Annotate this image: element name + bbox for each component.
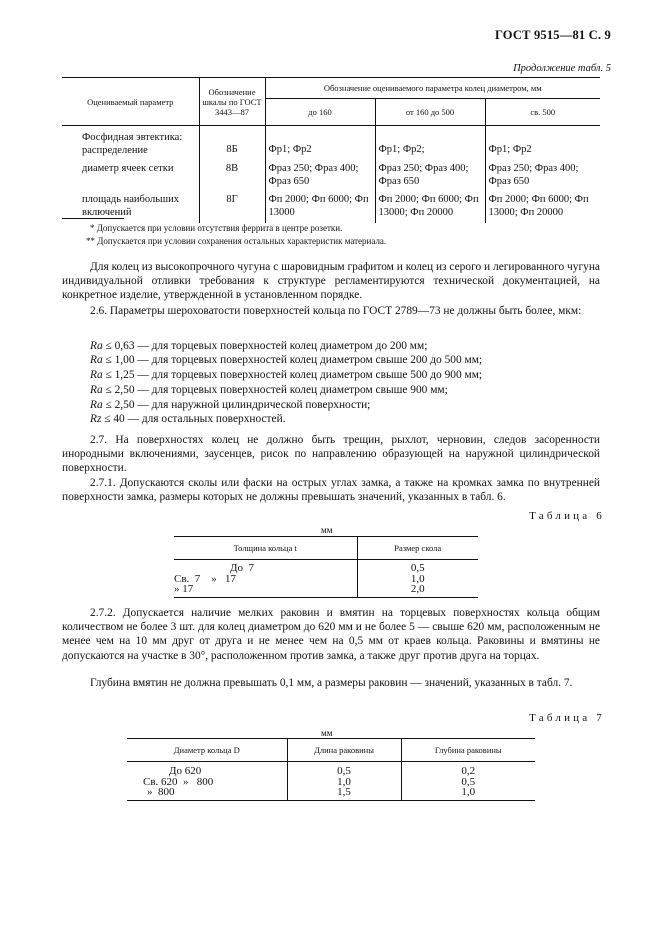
roughness-line [90,413,628,425]
table-5 [62,77,600,223]
col-header-sub1: до 160 [265,99,375,126]
cell-c2: Фп 2000; Фп 6000; Фп 13000; Фп 20000 [375,188,485,223]
cell-shell-length: 0,5 [287,762,401,777]
roughness-symbol: Rz [90,413,102,425]
roughness-line [90,354,628,366]
table-continuation-label: Продолжение табл. 5 [513,63,611,74]
col-header-diameter: Диаметр кольца D [127,739,287,762]
cell-thickness: До 7 [230,562,255,574]
roughness-line [90,340,628,352]
footnote-2: ** Допускается при условии сохранения остальных характеристик материала. [86,236,387,246]
cell-thickness: » 17 [174,584,357,597]
table-7-unit: мм [321,728,333,738]
table-row [174,560,478,574]
col-header-sub2: от 160 до 500 [375,99,485,126]
cell-shell-depth: 1,0 [401,787,535,800]
col-header-sub3: св. 500 [485,99,600,126]
cell-param: Фосфидная эвтектика: распределение [82,132,183,156]
table-6-unit: мм [321,525,333,535]
cell-c2: Фр1; Фр2; [375,126,485,158]
cell-shell-depth: 0,5 [401,777,535,788]
roughness-text: ≤ 2,50 — для наружной цилиндрической поверхности; [102,399,371,411]
cell-scale: 8Б [199,126,265,158]
roughness-text: ≤ 40 — для остальных поверхностей. [101,413,286,425]
roughness-line [90,384,628,396]
table-row [174,574,478,585]
col-header-scale: Обозначение шкалы по ГОСТ 3443—87 [199,78,265,126]
roughness-symbol: Ra [90,399,103,411]
cell-c1: Фраз 250; Фраз 400; Фраз 650 [265,157,375,188]
roughness-line [90,369,628,381]
paragraph-2-7-1: 2.7.1. Допускаются сколы или фаски на острых углах замка, а также на кромках замка по внутренней поверхности замка, размеры которых не должны превышать значений, указанных в табл. 6. [62,477,600,504]
paragraph-2-7: 2.7. На поверхностях колец не должно быть трещин, рыхлот, черновин, следов засоренности инородными включениями, заусенцев, рисок по направлению образующей на наружной цилиндрической поверхности. [62,434,600,475]
table-row [62,188,600,223]
table-row [127,787,535,800]
cell-param: диаметр ячеек сетки [82,163,174,174]
cell-c3: Фп 2000; Фп 6000; Фп 13000; Фп 20000 [485,188,600,223]
cell-shell-length: 1,5 [287,787,401,800]
col-header-group: Обозначение оцениваемого параметра колец диаметром, мм [265,78,600,99]
roughness-symbol: Ra [90,384,103,396]
cell-thickness: Св. 7 » 17 [174,572,237,585]
cell-chip-size: 0,5 [357,560,478,574]
cell-diameter: » 800 [127,787,287,800]
roughness-line [90,399,628,411]
roughness-symbol: Ra [90,369,103,381]
table-row [62,157,600,188]
cell-param: площадь наибольших включений [82,194,179,218]
table-6 [174,536,478,598]
cell-c2: Фраз 250; Фраз 400; Фраз 650 [375,157,485,188]
paragraph-cast-iron: Для колец из высокопрочного чугуна с шаровидным графитом и колец из серого и легированного чугуна индивидуальной отливки требования к структуре регламентируются технической документацией, на конкретное изделие, утвержденной в установленном порядке. [62,261,600,302]
paragraph-2-7-2: 2.7.2. Допускается наличие мелких раковин и вмятин на торцевых поверхностях кольца общим количеством не более 3 шт. для колец диаметром до 620 мм и не более 5 — свыше 620 мм, расположенным не менее чем на 10 мм друг от друга и не менее чем на 0,5 мм от краев кольца. Раковины и вмятины не допускаются на участке в 30°, расположенном против замка, а также друг против друга на торцах. [62,607,600,662]
roughness-text: ≤ 1,00 — для торцевых поверхностей колец диаметром свыше 200 до 500 мм; [102,354,483,366]
cell-diameter: Св. 620 » 800 [143,775,214,788]
cell-c1: Фр1; Фр2 [265,126,375,158]
roughness-symbol: Ra [90,354,103,366]
cell-scale: 8В [199,157,265,188]
footnote-divider [62,218,124,219]
table-7 [127,738,535,801]
table-row [62,126,600,158]
paragraph-2-6: 2.6. Параметры шероховатости поверхностей кольца по ГОСТ 2789—73 не должны быть более, мкм: [90,305,582,317]
table-6-caption: Таблица 6 [529,510,605,522]
paragraph-depth: Глубина вмятин не должна превышать 0,1 мм, а размеры раковин — значений, указанных в табл. 7. [90,677,573,689]
col-header-shell-length: Длина раковины [287,739,401,762]
roughness-text: ≤ 1,25 — для торцевых поверхностей колец диаметром свыше 500 до 900 мм; [102,369,483,381]
cell-c3: Фр1; Фр2 [485,126,600,158]
table-row [127,762,535,777]
roughness-text: ≤ 0,63 — для торцевых поверхностей колец диаметром до 200 мм; [102,340,428,352]
cell-shell-length: 1,0 [287,777,401,788]
table-row [174,584,478,597]
cell-c3: Фраз 250; Фраз 400; Фраз 650 [485,157,600,188]
table-7-caption: Таблица 7 [529,712,605,724]
cell-chip-size: 1,0 [357,574,478,585]
cell-scale: 8Г [199,188,265,223]
roughness-text: ≤ 2,50 — для торцевых поверхностей колец диаметром свыше 900 мм; [102,384,448,396]
cell-shell-depth: 0,2 [401,762,535,777]
col-header-chip-size: Размер скола [357,537,478,560]
col-header-thickness: Толщина кольца t [174,537,357,560]
col-header-param: Оцениваемый параметр [62,78,199,126]
col-header-shell-depth: Глубина раковины [401,739,535,762]
cell-diameter: До 620 [169,765,202,777]
cell-c1: Фп 2000; Фп 6000; Фп 13000 [265,188,375,223]
footnote-1: * Допускается при условии отсутствия феррита в центре розетки. [90,223,343,233]
page-header: ГОСТ 9515—81 С. 9 [494,28,611,42]
roughness-symbol: Ra [90,340,103,352]
cell-chip-size: 2,0 [357,584,478,597]
